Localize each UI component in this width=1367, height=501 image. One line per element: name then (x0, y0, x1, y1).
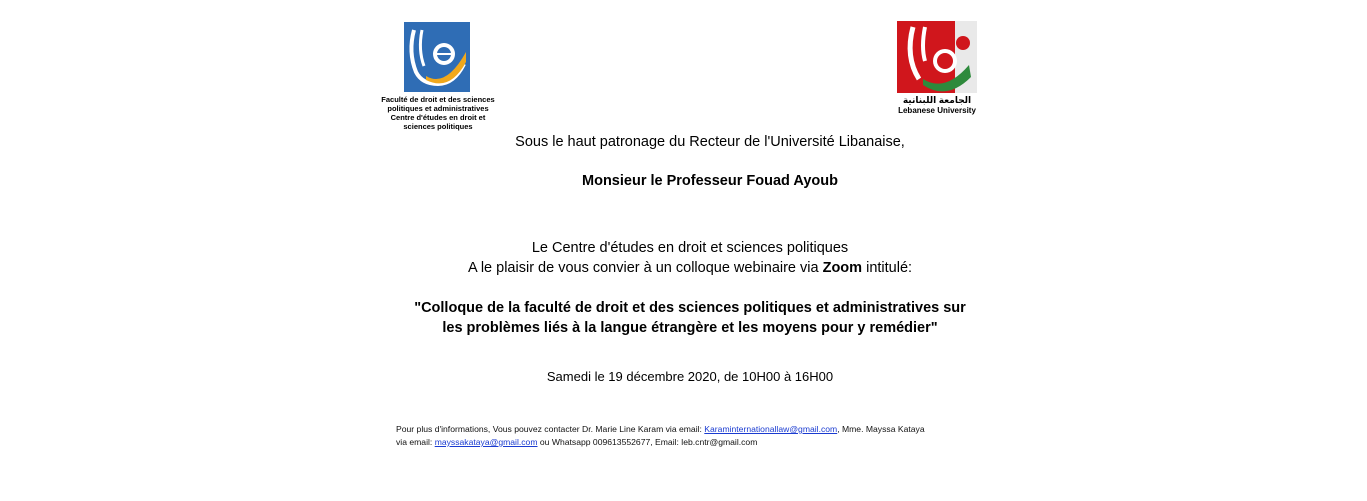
lebanese-university-emblem-icon (897, 21, 977, 93)
footer-line-1 (396, 423, 996, 436)
centre-name: Le Centre d'études en droit et sciences politiques (531, 240, 849, 256)
colloque-title-line-2: les problèmes liés à la langue étrangère et les moyens pour y remédier" (442, 320, 938, 336)
footer-text: Pour plus d'informations, Vous pouvez contacter Dr. Marie Line Karam via email: (396, 424, 705, 434)
contact-footer (396, 423, 996, 449)
caption-line: sciences politiques (403, 122, 473, 131)
footer-text: ou Whatsapp 009613552677, Email: leb.cntr@gmail.com (537, 437, 758, 447)
footer-line-2 (396, 436, 996, 449)
email-link-karam[interactable]: Karaminternationallaw@gmail.com (704, 424, 838, 434)
university-name-english: Lebanese University (898, 106, 976, 115)
zoom-label: Zoom (822, 260, 863, 276)
professor-name: Monsieur le Professeur Fouad Ayoub (582, 173, 838, 189)
invite-after: intitulé: (862, 260, 913, 276)
caption-line: Faculté de droit et des sciences (381, 95, 495, 104)
invite-before: A le plaisir de vous convier à un colloque webinaire via (467, 260, 823, 276)
footer-text: , Mme. Mayssa Kataya (837, 424, 925, 434)
patronage-text: Sous le haut patronage du Recteur de l'Université Libanaise, (515, 134, 905, 150)
invitation-text (440, 259, 940, 277)
faculty-emblem-icon (404, 22, 470, 92)
lebanese-university-logo (897, 21, 977, 93)
faculty-logo-caption (368, 95, 508, 131)
caption-line: politiques et administratives (387, 104, 489, 113)
colloque-title-line-1: "Colloque de la faculté de droit et des sciences politiques et administratives sur (414, 300, 966, 316)
faculty-logo (404, 22, 470, 92)
footer-text: via email: (396, 437, 435, 447)
caption-line: Centre d'études en droit et (390, 113, 486, 122)
event-date: Samedi le 19 décembre 2020, de 10H00 à 16H00 (546, 369, 834, 384)
email-link-kataya[interactable]: mayssakataya@gmail.com (434, 437, 538, 447)
university-name-arabic: الجامعة اللبنانية (902, 95, 972, 105)
